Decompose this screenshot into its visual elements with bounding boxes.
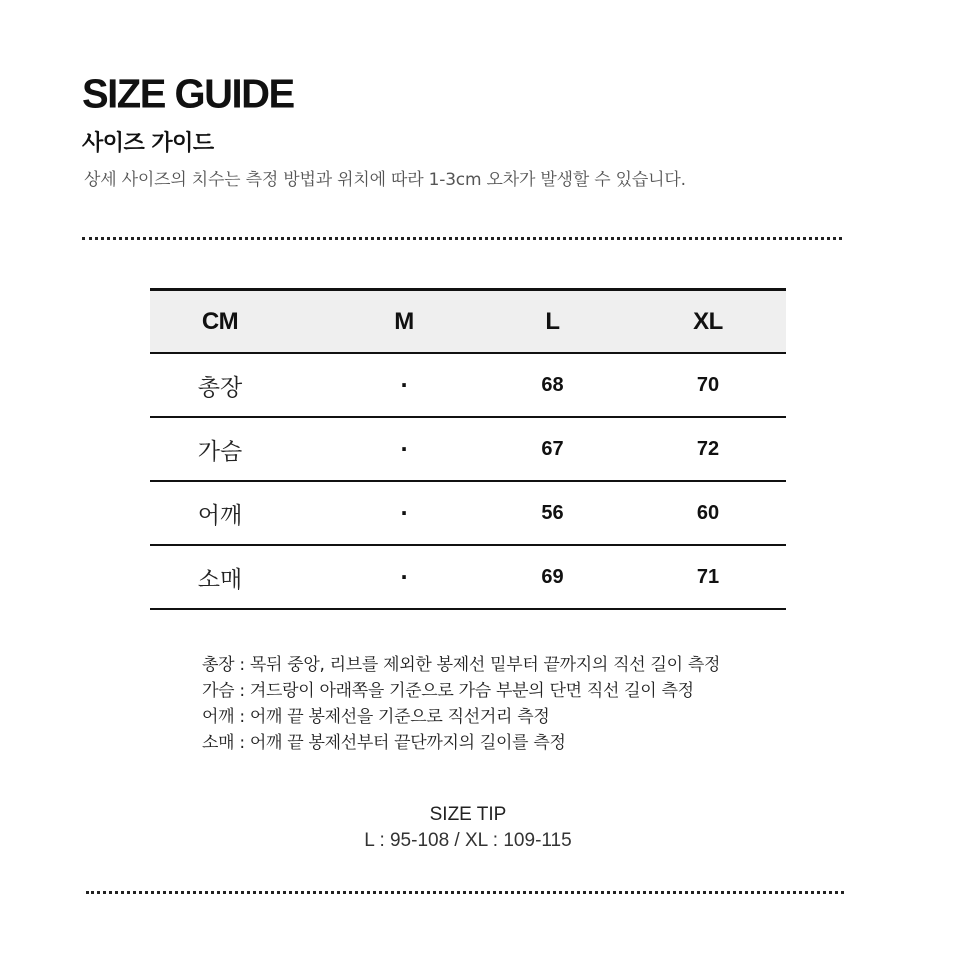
cell-l: 56 bbox=[541, 501, 564, 524]
cell-xl: 60 bbox=[696, 501, 720, 524]
measurement-notes bbox=[202, 652, 720, 756]
column-header-unit: CM bbox=[201, 307, 239, 335]
table-row-chest bbox=[150, 418, 786, 482]
measurement-disclaimer: 상세 사이즈의 치수는 측정 방법과 위치에 따라 1-3cm 오차가 발생할 수 있습니다. bbox=[84, 170, 686, 190]
size-table bbox=[150, 288, 786, 610]
cell-xl: 70 bbox=[696, 373, 720, 396]
row-label: 가슴 bbox=[197, 438, 243, 465]
table-row-length bbox=[150, 354, 786, 418]
cell-xl: 71 bbox=[696, 565, 720, 588]
cell-l: 67 bbox=[541, 437, 564, 460]
row-label: 어깨 bbox=[197, 502, 243, 529]
size-tip-title: SIZE TIP bbox=[429, 804, 507, 825]
cell-l: 69 bbox=[541, 565, 564, 588]
table-row-shoulder bbox=[150, 482, 786, 546]
cell-m: · bbox=[400, 565, 408, 589]
note-shoulder: 어깨 : 어깨 끝 봉제선을 기준으로 직선거리 측정 bbox=[202, 707, 550, 727]
column-header-l: L bbox=[545, 307, 560, 335]
cell-m: · bbox=[400, 373, 408, 397]
cell-m: · bbox=[400, 437, 408, 461]
size-guide-title: SIZE GUIDE bbox=[82, 72, 294, 117]
table-header-row bbox=[150, 288, 786, 354]
cell-m: · bbox=[400, 501, 408, 525]
row-label: 소매 bbox=[197, 566, 243, 593]
size-guide-subtitle: 사이즈 가이드 bbox=[82, 131, 214, 156]
row-label: 총장 bbox=[197, 374, 243, 401]
column-header-xl: XL bbox=[693, 307, 723, 335]
table-row-sleeve bbox=[150, 546, 786, 610]
cell-l: 68 bbox=[541, 373, 564, 396]
dotted-divider-top bbox=[82, 237, 842, 240]
note-chest: 가슴 : 겨드랑이 아래쪽을 기준으로 가슴 부분의 단면 직선 길이 측정 bbox=[202, 681, 694, 701]
cell-xl: 72 bbox=[696, 437, 720, 460]
note-length: 총장 : 목뒤 중앙, 리브를 제외한 봉제선 밑부터 끝까지의 직선 길이 측정 bbox=[202, 655, 721, 675]
dotted-divider-bottom bbox=[86, 891, 844, 894]
column-header-m: M bbox=[394, 307, 414, 335]
note-sleeve: 소매 : 어깨 끝 봉제선부터 끝단까지의 길이를 측정 bbox=[202, 733, 566, 753]
size-tip-text: L : 95-108 / XL : 109-115 bbox=[364, 830, 572, 851]
